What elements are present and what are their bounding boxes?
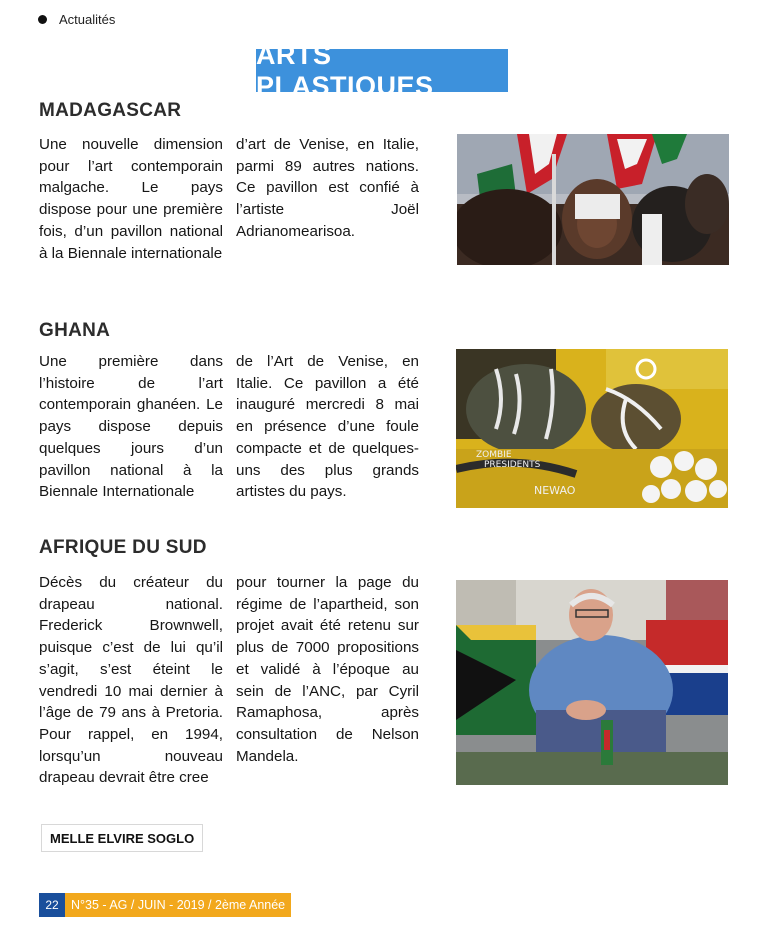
bullet-dot-icon: [38, 15, 47, 24]
man-with-flag-photo: [456, 580, 728, 785]
article-ghana-col1: Une première dans l’histoire de l’art contemporain ghanéen. Le pays dispose depuis quelques jours d’un pavillon national à la Biennale Internationale: [39, 353, 223, 501]
author-byline: MELLE ELVIRE SOGLO: [41, 824, 203, 852]
article-heading-madagascar: MADAGASCAR: [39, 100, 182, 121]
article-afrique-du-sud-col2: pour tourner la page du régime de l’apartheid, son projet avait été retenu sur plus de 7000 propositions et validé à l’époque au sein de l’ANC, par Cyril Ramaphosa, après consultation de Nelson Mandela.: [236, 574, 419, 765]
painting-text-presidents: PRESIDENTS: [484, 460, 541, 470]
crowd-with-flags-photo: [457, 134, 729, 265]
section-label: [38, 12, 115, 27]
article-madagascar-col1: Une nouvelle dimension pour l’art contemporain malgache. Le pays dispose pour une première fois, d’un pavillon national à la Biennale internationale: [39, 136, 223, 262]
page-footer: [39, 893, 291, 917]
painting-text-newao: NEWAO: [534, 484, 576, 497]
article-afrique-du-sud-col1: Décès du créateur du drapeau national. Frederick Brownwell, puisque c’est de lui qu’il s’agit, s’est éteint le vendredi 10 mai dernier à l’âge de 79 ans à Pretoria. Pour rappel, en 1994, lorsqu’un nouveau drapeau devrait être cree: [39, 574, 223, 787]
issue-info: N°35 - AG / JUIN - 2019 / 2ème Année: [65, 893, 291, 917]
article-madagascar-col2: d’art de Venise, en Italie, parmi 89 autres nations. Ce pavillon est confié à l’artiste Joël Adrianomearisoa.: [236, 136, 419, 240]
section-title: Actualités: [59, 12, 116, 27]
painting-text-zombie: ZOMBIE: [476, 450, 512, 460]
page-number: 22: [39, 893, 65, 917]
article-ghana-col2: de l’Art de Venise, en Italie. Ce pavillon a été inauguré mercredi 8 mai en présence d’une foule compacte et de quelques-uns des plus grands artistes du pays.: [236, 353, 419, 501]
article-heading-ghana: GHANA: [39, 320, 111, 341]
article-heading-afrique-du-sud: AFRIQUE DU SUD: [39, 537, 207, 558]
painting-photo: [456, 349, 728, 508]
page-title-banner: ARTS PLASTIQUES: [256, 49, 508, 92]
